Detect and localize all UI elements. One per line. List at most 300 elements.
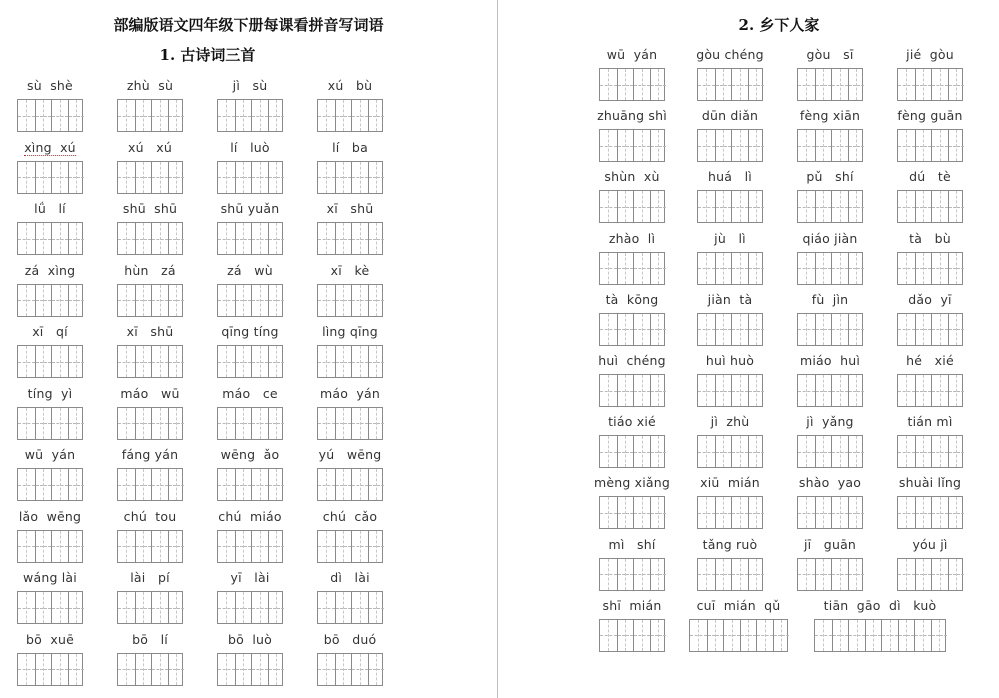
character-cell[interactable] [633, 130, 650, 161]
character-cell[interactable] [135, 162, 152, 193]
character-cell[interactable] [898, 69, 915, 100]
character-cell[interactable] [815, 130, 832, 161]
character-cell[interactable] [268, 223, 285, 254]
character-cell[interactable] [118, 531, 135, 562]
character-cell[interactable] [318, 285, 335, 316]
character-cell[interactable] [68, 654, 85, 685]
character-cell[interactable] [898, 436, 915, 467]
character-cell[interactable] [600, 130, 617, 161]
character-cell[interactable] [35, 408, 52, 439]
character-cell[interactable] [168, 654, 185, 685]
writing-grid-box[interactable] [17, 284, 83, 317]
character-cell[interactable] [35, 346, 52, 377]
character-cell[interactable] [235, 162, 252, 193]
character-cell[interactable] [135, 531, 152, 562]
character-cell[interactable] [18, 285, 35, 316]
writing-grid-box[interactable] [17, 345, 83, 378]
character-cell[interactable] [368, 285, 385, 316]
character-cell[interactable] [831, 130, 848, 161]
character-cell[interactable] [748, 375, 765, 406]
character-cell[interactable] [151, 592, 168, 623]
character-cell[interactable] [168, 469, 185, 500]
character-cell[interactable] [18, 100, 35, 131]
writing-grid-box[interactable] [217, 653, 283, 686]
character-cell[interactable] [351, 223, 368, 254]
writing-grid-box[interactable] [897, 129, 963, 162]
character-cell[interactable] [600, 497, 617, 528]
character-cell[interactable] [335, 469, 352, 500]
character-cell[interactable] [832, 620, 849, 651]
character-cell[interactable] [318, 223, 335, 254]
character-cell[interactable] [368, 346, 385, 377]
character-cell[interactable] [151, 162, 168, 193]
character-cell[interactable] [235, 654, 252, 685]
writing-grid-box[interactable] [217, 284, 283, 317]
character-cell[interactable] [617, 436, 634, 467]
character-cell[interactable] [18, 346, 35, 377]
character-cell[interactable] [848, 559, 865, 590]
character-cell[interactable] [151, 654, 168, 685]
character-cell[interactable] [35, 654, 52, 685]
writing-grid-box[interactable] [317, 407, 383, 440]
character-cell[interactable] [135, 469, 152, 500]
character-cell[interactable] [915, 436, 932, 467]
character-cell[interactable] [335, 592, 352, 623]
writing-grid-box[interactable] [317, 468, 383, 501]
writing-grid-box[interactable] [599, 68, 665, 101]
character-cell[interactable] [235, 531, 252, 562]
character-cell[interactable] [948, 253, 965, 284]
character-cell[interactable] [650, 253, 667, 284]
character-cell[interactable] [235, 285, 252, 316]
writing-grid-box[interactable] [599, 374, 665, 407]
character-cell[interactable] [51, 469, 68, 500]
character-cell[interactable] [235, 346, 252, 377]
character-cell[interactable] [617, 191, 634, 222]
character-cell[interactable] [135, 408, 152, 439]
character-cell[interactable] [251, 531, 268, 562]
character-cell[interactable] [51, 162, 68, 193]
character-cell[interactable] [898, 559, 915, 590]
character-cell[interactable] [748, 130, 765, 161]
character-cell[interactable] [898, 191, 915, 222]
character-cell[interactable] [748, 314, 765, 345]
character-cell[interactable] [633, 559, 650, 590]
character-cell[interactable] [118, 285, 135, 316]
character-cell[interactable] [731, 497, 748, 528]
character-cell[interactable] [915, 497, 932, 528]
writing-grid-box[interactable] [897, 68, 963, 101]
writing-grid-box[interactable] [697, 435, 763, 468]
character-cell[interactable] [318, 469, 335, 500]
character-cell[interactable] [35, 162, 52, 193]
character-cell[interactable] [798, 69, 815, 100]
character-cell[interactable] [650, 559, 667, 590]
character-cell[interactable] [831, 375, 848, 406]
character-cell[interactable] [948, 314, 965, 345]
character-cell[interactable] [18, 531, 35, 562]
character-cell[interactable] [698, 191, 715, 222]
character-cell[interactable] [368, 162, 385, 193]
character-cell[interactable] [118, 223, 135, 254]
writing-grid-box[interactable] [897, 252, 963, 285]
character-cell[interactable] [617, 497, 634, 528]
character-cell[interactable] [881, 620, 898, 651]
character-cell[interactable] [268, 408, 285, 439]
character-cell[interactable] [268, 100, 285, 131]
character-cell[interactable] [251, 100, 268, 131]
character-cell[interactable] [218, 408, 235, 439]
character-cell[interactable] [715, 69, 732, 100]
character-cell[interactable] [633, 620, 650, 651]
character-cell[interactable] [335, 285, 352, 316]
character-cell[interactable] [731, 69, 748, 100]
writing-grid-box[interactable] [797, 496, 863, 529]
character-cell[interactable] [740, 620, 757, 651]
character-cell[interactable] [218, 100, 235, 131]
writing-grid-box[interactable] [17, 407, 83, 440]
writing-grid-box[interactable] [797, 190, 863, 223]
character-cell[interactable] [68, 408, 85, 439]
character-cell[interactable] [798, 436, 815, 467]
character-cell[interactable] [135, 100, 152, 131]
character-cell[interactable] [600, 69, 617, 100]
writing-grid-box[interactable] [117, 161, 183, 194]
character-cell[interactable] [798, 314, 815, 345]
character-cell[interactable] [931, 69, 948, 100]
writing-grid-box[interactable] [599, 496, 665, 529]
character-cell[interactable] [815, 497, 832, 528]
character-cell[interactable] [831, 191, 848, 222]
character-cell[interactable] [318, 654, 335, 685]
writing-grid-box[interactable] [599, 619, 665, 652]
character-cell[interactable] [18, 223, 35, 254]
character-cell[interactable] [235, 592, 252, 623]
character-cell[interactable] [815, 375, 832, 406]
character-cell[interactable] [18, 469, 35, 500]
character-cell[interactable] [815, 620, 832, 651]
character-cell[interactable] [617, 375, 634, 406]
character-cell[interactable] [848, 130, 865, 161]
character-cell[interactable] [798, 191, 815, 222]
writing-grid-box[interactable] [897, 313, 963, 346]
character-cell[interactable] [118, 654, 135, 685]
character-cell[interactable] [318, 162, 335, 193]
character-cell[interactable] [617, 620, 634, 651]
character-cell[interactable] [815, 69, 832, 100]
character-cell[interactable] [335, 654, 352, 685]
character-cell[interactable] [151, 346, 168, 377]
character-cell[interactable] [351, 162, 368, 193]
character-cell[interactable] [118, 408, 135, 439]
character-cell[interactable] [68, 162, 85, 193]
character-cell[interactable] [218, 654, 235, 685]
character-cell[interactable] [335, 531, 352, 562]
character-cell[interactable] [135, 654, 152, 685]
character-cell[interactable] [51, 223, 68, 254]
character-cell[interactable] [848, 497, 865, 528]
character-cell[interactable] [118, 592, 135, 623]
character-cell[interactable] [633, 375, 650, 406]
character-cell[interactable] [650, 314, 667, 345]
character-cell[interactable] [898, 314, 915, 345]
character-cell[interactable] [268, 346, 285, 377]
writing-grid-box[interactable] [317, 99, 383, 132]
character-cell[interactable] [931, 375, 948, 406]
character-cell[interactable] [798, 130, 815, 161]
character-cell[interactable] [135, 223, 152, 254]
writing-grid-box[interactable] [797, 374, 863, 407]
character-cell[interactable] [51, 592, 68, 623]
character-cell[interactable] [168, 285, 185, 316]
character-cell[interactable] [931, 436, 948, 467]
character-cell[interactable] [600, 191, 617, 222]
character-cell[interactable] [18, 162, 35, 193]
character-cell[interactable] [168, 162, 185, 193]
character-cell[interactable] [351, 408, 368, 439]
character-cell[interactable] [35, 469, 52, 500]
character-cell[interactable] [135, 285, 152, 316]
writing-grid-box[interactable] [117, 468, 183, 501]
character-cell[interactable] [915, 191, 932, 222]
writing-grid-box[interactable] [599, 252, 665, 285]
character-cell[interactable] [251, 162, 268, 193]
writing-grid-box[interactable] [797, 435, 863, 468]
character-cell[interactable] [51, 285, 68, 316]
writing-grid-box[interactable] [117, 222, 183, 255]
writing-grid-box[interactable] [317, 284, 383, 317]
writing-grid-box[interactable] [897, 190, 963, 223]
character-cell[interactable] [931, 559, 948, 590]
character-cell[interactable] [617, 130, 634, 161]
character-cell[interactable] [251, 469, 268, 500]
character-cell[interactable] [915, 559, 932, 590]
character-cell[interactable] [731, 375, 748, 406]
writing-grid-box[interactable] [17, 530, 83, 563]
character-cell[interactable] [35, 531, 52, 562]
character-cell[interactable] [35, 592, 52, 623]
character-cell[interactable] [268, 531, 285, 562]
character-cell[interactable] [915, 253, 932, 284]
writing-grid-box[interactable] [217, 99, 283, 132]
character-cell[interactable] [151, 285, 168, 316]
character-cell[interactable] [151, 531, 168, 562]
writing-grid-box[interactable] [17, 99, 83, 132]
character-cell[interactable] [600, 253, 617, 284]
character-cell[interactable] [151, 223, 168, 254]
character-cell[interactable] [715, 191, 732, 222]
character-cell[interactable] [948, 436, 965, 467]
writing-grid-box[interactable] [599, 313, 665, 346]
character-cell[interactable] [318, 408, 335, 439]
character-cell[interactable] [617, 69, 634, 100]
character-cell[interactable] [251, 654, 268, 685]
character-cell[interactable] [235, 469, 252, 500]
character-cell[interactable] [698, 559, 715, 590]
character-cell[interactable] [235, 223, 252, 254]
character-cell[interactable] [600, 436, 617, 467]
writing-grid-box[interactable] [797, 129, 863, 162]
writing-grid-box[interactable] [217, 591, 283, 624]
character-cell[interactable] [351, 531, 368, 562]
writing-grid-box[interactable] [797, 313, 863, 346]
writing-grid-box[interactable] [117, 591, 183, 624]
character-cell[interactable] [948, 559, 965, 590]
character-cell[interactable] [715, 497, 732, 528]
character-cell[interactable] [731, 314, 748, 345]
writing-grid-box[interactable] [17, 161, 83, 194]
character-cell[interactable] [698, 436, 715, 467]
character-cell[interactable] [723, 620, 740, 651]
character-cell[interactable] [848, 69, 865, 100]
character-cell[interactable] [68, 592, 85, 623]
character-cell[interactable] [318, 100, 335, 131]
character-cell[interactable] [715, 253, 732, 284]
character-cell[interactable] [650, 130, 667, 161]
character-cell[interactable] [351, 346, 368, 377]
character-cell[interactable] [633, 497, 650, 528]
character-cell[interactable] [268, 162, 285, 193]
character-cell[interactable] [715, 436, 732, 467]
character-cell[interactable] [218, 223, 235, 254]
character-cell[interactable] [948, 375, 965, 406]
character-cell[interactable] [756, 620, 773, 651]
character-cell[interactable] [650, 69, 667, 100]
character-cell[interactable] [798, 253, 815, 284]
character-cell[interactable] [848, 620, 865, 651]
character-cell[interactable] [335, 346, 352, 377]
character-cell[interactable] [600, 559, 617, 590]
character-cell[interactable] [848, 375, 865, 406]
character-cell[interactable] [848, 436, 865, 467]
character-cell[interactable] [915, 69, 932, 100]
character-cell[interactable] [218, 162, 235, 193]
writing-grid-box[interactable] [117, 407, 183, 440]
character-cell[interactable] [151, 408, 168, 439]
character-cell[interactable] [351, 100, 368, 131]
writing-grid-box[interactable] [697, 313, 763, 346]
character-cell[interactable] [815, 559, 832, 590]
character-cell[interactable] [931, 620, 948, 651]
character-cell[interactable] [617, 253, 634, 284]
character-cell[interactable] [848, 191, 865, 222]
character-cell[interactable] [118, 469, 135, 500]
character-cell[interactable] [18, 408, 35, 439]
writing-grid-box[interactable] [317, 591, 383, 624]
character-cell[interactable] [151, 469, 168, 500]
character-cell[interactable] [831, 497, 848, 528]
character-cell[interactable] [848, 253, 865, 284]
character-cell[interactable] [168, 100, 185, 131]
writing-grid-box[interactable] [897, 558, 963, 591]
character-cell[interactable] [650, 620, 667, 651]
writing-grid-box[interactable] [217, 407, 283, 440]
character-cell[interactable] [831, 69, 848, 100]
character-cell[interactable] [318, 346, 335, 377]
character-cell[interactable] [748, 69, 765, 100]
character-cell[interactable] [218, 531, 235, 562]
character-cell[interactable] [915, 130, 932, 161]
character-cell[interactable] [18, 592, 35, 623]
character-cell[interactable] [335, 100, 352, 131]
writing-grid-box[interactable] [897, 435, 963, 468]
character-cell[interactable] [135, 592, 152, 623]
character-cell[interactable] [600, 620, 617, 651]
character-cell[interactable] [35, 100, 52, 131]
character-cell[interactable] [368, 654, 385, 685]
character-cell[interactable] [815, 436, 832, 467]
character-cell[interactable] [368, 531, 385, 562]
character-cell[interactable] [118, 162, 135, 193]
writing-grid-box[interactable] [689, 619, 788, 652]
character-cell[interactable] [368, 408, 385, 439]
character-cell[interactable] [51, 408, 68, 439]
character-cell[interactable] [748, 253, 765, 284]
writing-grid-box[interactable] [697, 129, 763, 162]
character-cell[interactable] [731, 253, 748, 284]
writing-grid-box[interactable] [217, 468, 283, 501]
character-cell[interactable] [815, 253, 832, 284]
writing-grid-box[interactable] [599, 435, 665, 468]
character-cell[interactable] [118, 100, 135, 131]
character-cell[interactable] [68, 346, 85, 377]
writing-grid-box[interactable] [17, 591, 83, 624]
character-cell[interactable] [748, 497, 765, 528]
character-cell[interactable] [600, 375, 617, 406]
writing-grid-box[interactable] [217, 530, 283, 563]
character-cell[interactable] [368, 592, 385, 623]
writing-grid-box[interactable] [697, 252, 763, 285]
character-cell[interactable] [251, 223, 268, 254]
character-cell[interactable] [633, 253, 650, 284]
character-cell[interactable] [698, 130, 715, 161]
character-cell[interactable] [35, 285, 52, 316]
writing-grid-box[interactable] [17, 468, 83, 501]
character-cell[interactable] [35, 223, 52, 254]
character-cell[interactable] [268, 654, 285, 685]
writing-grid-box[interactable] [317, 530, 383, 563]
character-cell[interactable] [848, 314, 865, 345]
writing-grid-box[interactable] [697, 496, 763, 529]
character-cell[interactable] [915, 375, 932, 406]
character-cell[interactable] [318, 531, 335, 562]
character-cell[interactable] [268, 469, 285, 500]
writing-grid-box[interactable] [317, 345, 383, 378]
character-cell[interactable] [650, 497, 667, 528]
character-cell[interactable] [351, 285, 368, 316]
character-cell[interactable] [798, 497, 815, 528]
character-cell[interactable] [68, 100, 85, 131]
character-cell[interactable] [168, 531, 185, 562]
character-cell[interactable] [731, 130, 748, 161]
writing-grid-box[interactable] [117, 99, 183, 132]
character-cell[interactable] [351, 592, 368, 623]
writing-grid-box[interactable] [317, 222, 383, 255]
character-cell[interactable] [251, 346, 268, 377]
character-cell[interactable] [135, 346, 152, 377]
character-cell[interactable] [948, 191, 965, 222]
writing-grid-box[interactable] [697, 68, 763, 101]
character-cell[interactable] [715, 314, 732, 345]
writing-grid-box[interactable] [897, 374, 963, 407]
writing-grid-box[interactable] [599, 129, 665, 162]
character-cell[interactable] [650, 191, 667, 222]
character-cell[interactable] [831, 436, 848, 467]
character-cell[interactable] [368, 100, 385, 131]
character-cell[interactable] [251, 408, 268, 439]
character-cell[interactable] [68, 469, 85, 500]
writing-grid-box[interactable] [217, 345, 283, 378]
